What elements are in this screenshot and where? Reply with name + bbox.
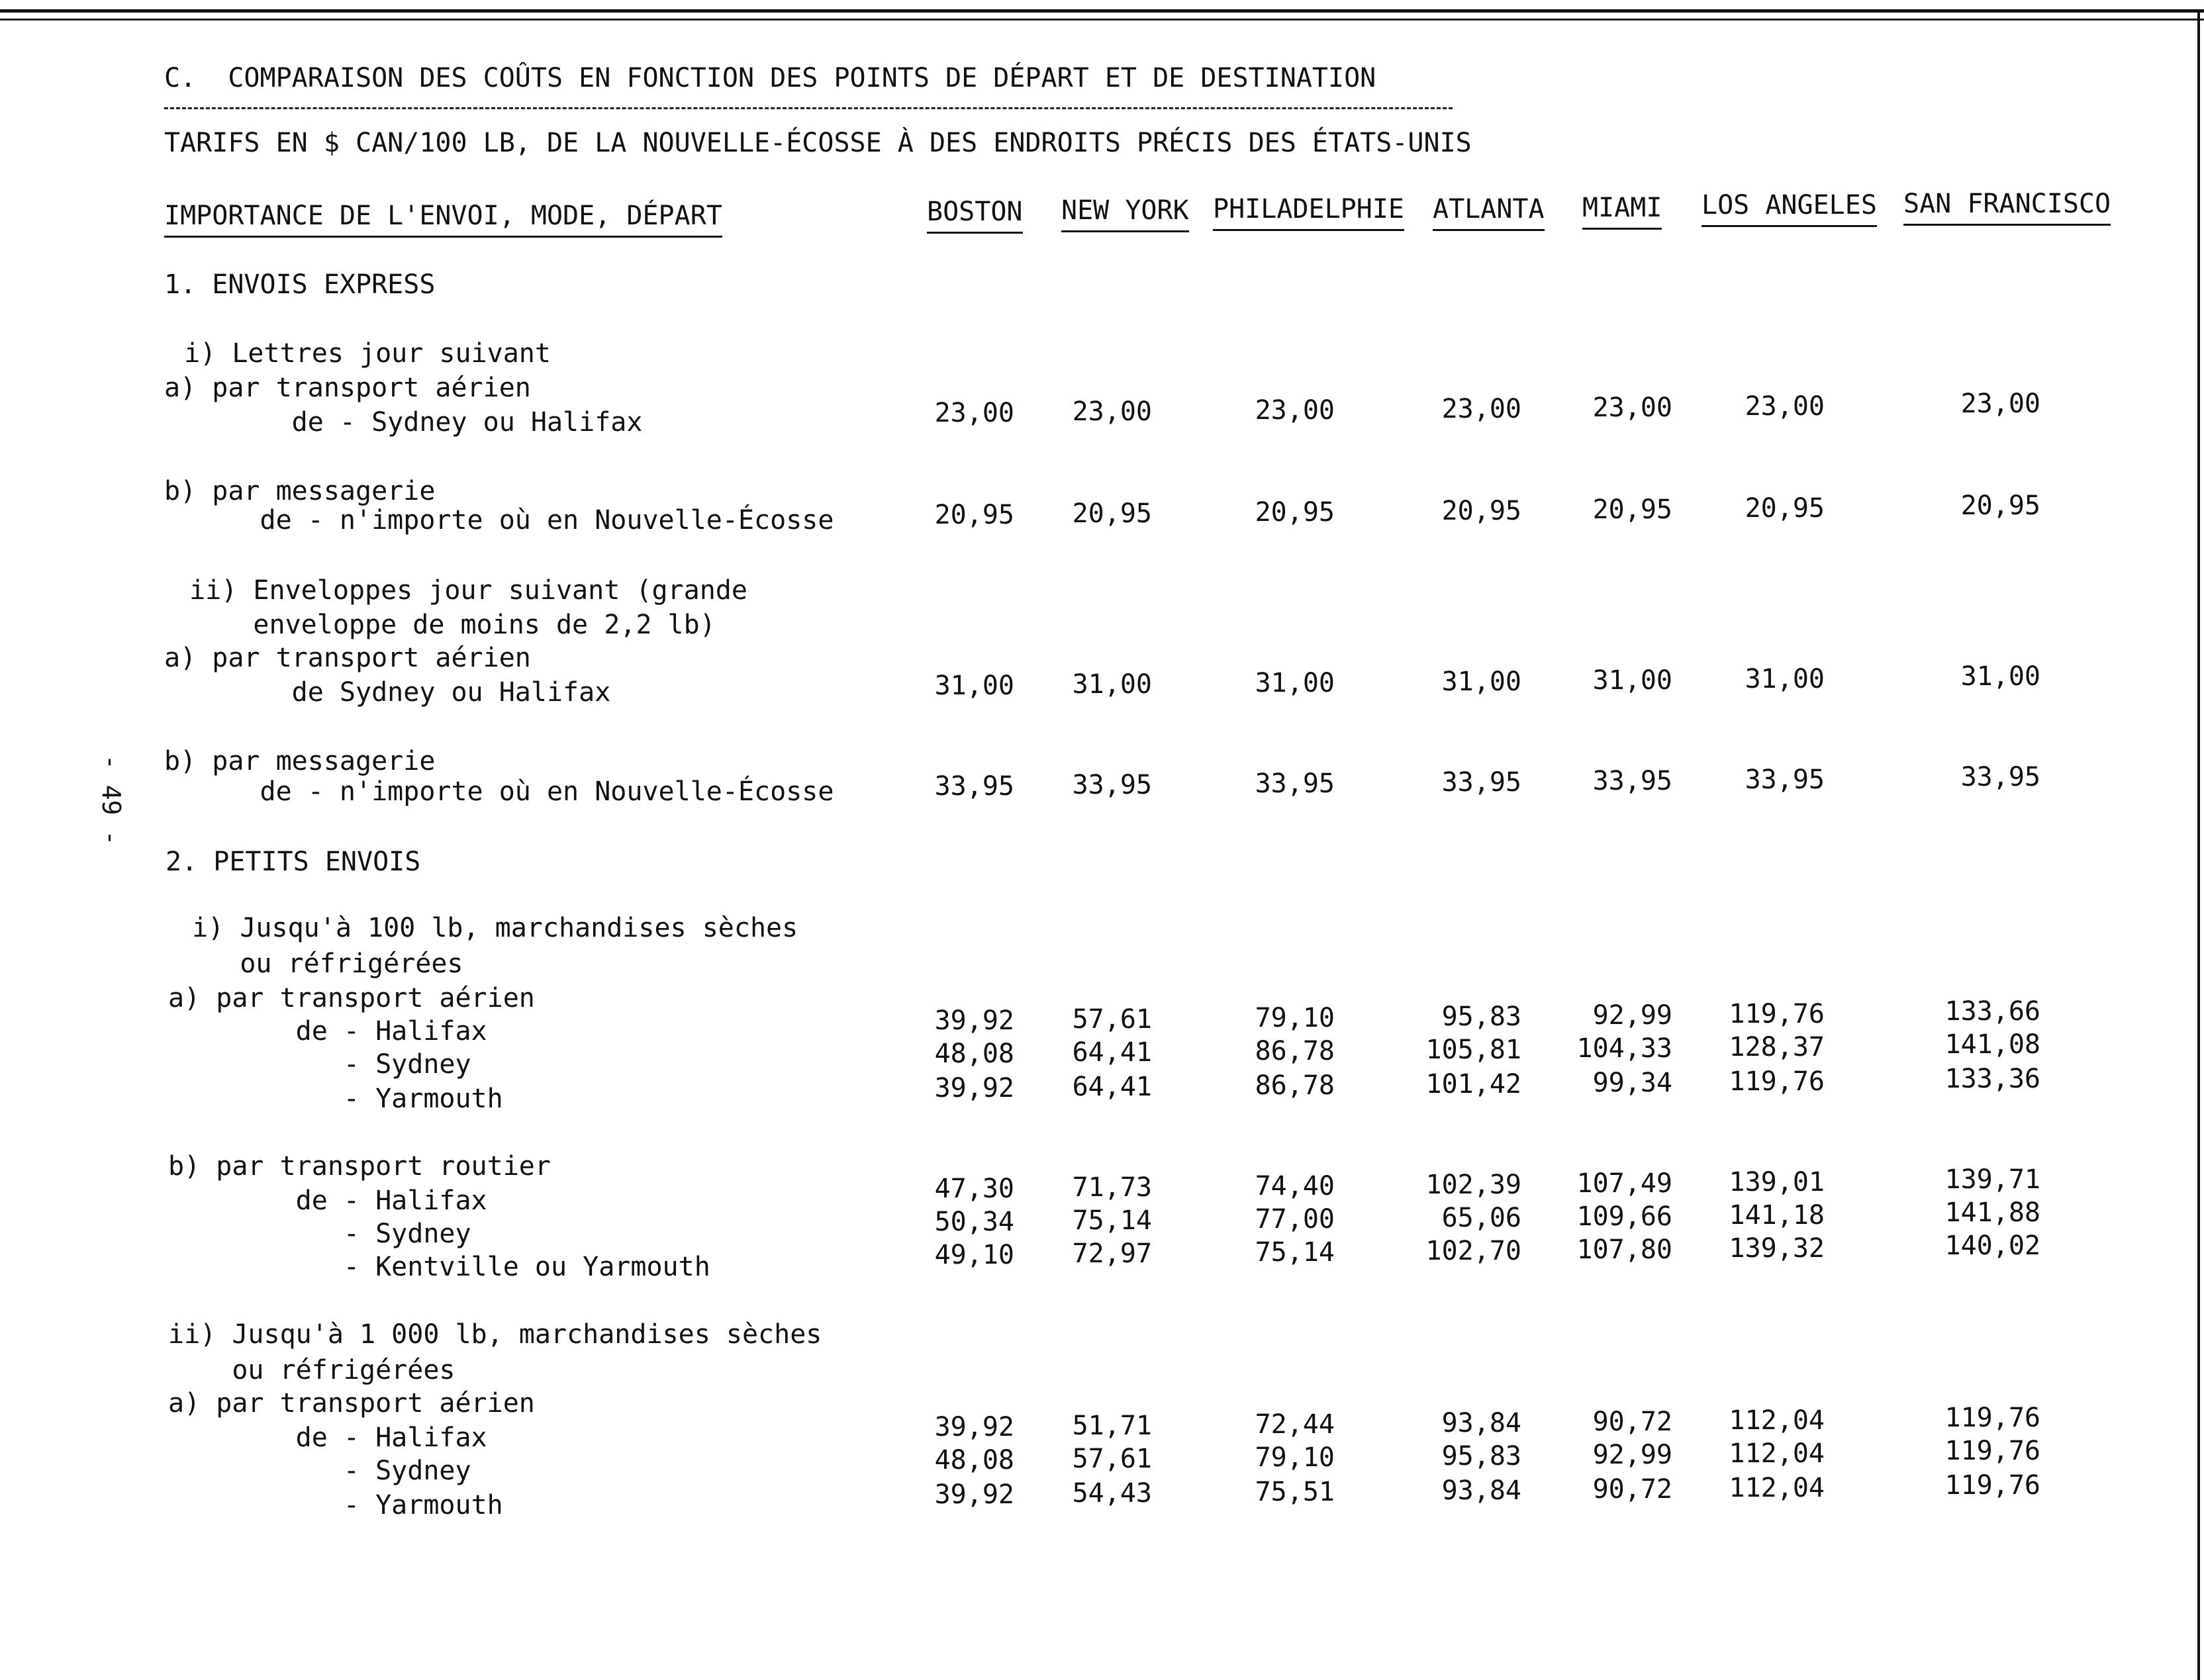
rate-cell: 33,95	[1960, 762, 2040, 792]
rate-cell: 93,84	[1441, 1408, 1521, 1438]
label-jusqua-1000: ii) Jusqu'à 1 000 lb, marchandises sèches	[168, 1319, 822, 1350]
rate-cell: 31,00	[934, 671, 1014, 701]
header-philadelphie: PHILADELPHIE	[1213, 192, 1404, 231]
rate-cell: 39,92	[934, 1479, 1014, 1510]
right-border	[2197, 9, 2200, 1680]
rate-cell: 20,95	[1745, 493, 1825, 524]
rate-cell: 133,36	[1944, 1064, 2040, 1094]
rate-cell: 75,14	[1255, 1237, 1335, 1268]
rate-cell: 33,95	[1592, 766, 1672, 796]
rate-cell: 90,72	[1592, 1474, 1672, 1505]
rate-cell: 112,04	[1729, 1438, 1825, 1469]
rate-cell: 119,76	[1944, 1470, 2040, 1501]
rate-cell: 71,73	[1072, 1172, 1152, 1203]
rate-cell: 95,83	[1441, 1441, 1521, 1471]
rate-cell: 50,34	[934, 1207, 1014, 1237]
label-halifax: de - Halifax	[168, 1186, 487, 1216]
label-sydney: - Sydney	[168, 1456, 471, 1486]
rate-cell: 39,92	[934, 1073, 1014, 1103]
label-refrigerees: ou réfrigérées	[168, 1355, 455, 1385]
rate-cell: 31,00	[1441, 667, 1521, 697]
header-new-york: NEW YORK	[1061, 193, 1189, 232]
label-aerien: a) par transport aérien	[168, 983, 535, 1013]
rate-cell: 23,00	[1960, 389, 2040, 419]
rate-cell: 90,72	[1592, 1407, 1672, 1437]
rate-cell: 107,49	[1576, 1168, 1672, 1199]
label-routier: b) par transport routier	[168, 1151, 551, 1182]
rate-cell: 54,43	[1072, 1478, 1152, 1509]
rate-cell: 109,66	[1576, 1201, 1672, 1232]
rate-cell: 112,04	[1729, 1405, 1825, 1436]
rate-cell: 20,95	[934, 500, 1014, 530]
label-aerien: a) par transport aérien	[168, 1388, 535, 1419]
header-los-angeles: LOS ANGELES	[1701, 188, 1877, 227]
label-yarmouth: - Yarmouth	[168, 1084, 503, 1114]
section-petits-envois: 2. PETITS ENVOIS	[166, 847, 421, 877]
top-border-thick	[0, 9, 2204, 13]
rate-cell: 105,81	[1425, 1035, 1521, 1065]
label-messagerie: b) par messagerie	[164, 476, 436, 506]
rate-cell: 65,06	[1441, 1203, 1521, 1233]
rate-cell: 119,76	[1729, 999, 1825, 1029]
header-atlanta: ATLANTA	[1433, 192, 1545, 231]
header-boston: BOSTON	[927, 195, 1023, 234]
rate-cell: 107,80	[1576, 1235, 1672, 1265]
rate-cell: 33,95	[934, 771, 1014, 802]
rate-cell: 33,95	[1441, 767, 1521, 798]
rate-cell: 49,10	[934, 1240, 1014, 1270]
header-san-francisco: SAN FRANCISCO	[1903, 187, 2111, 226]
rate-cell: 51,71	[1072, 1411, 1152, 1441]
document-title: C. COMPARAISON DES COÛTS EN FONCTION DES POINTS DE DÉPART ET DE DESTINATION	[164, 63, 1376, 93]
rate-cell: 112,04	[1729, 1473, 1825, 1503]
rate-cell: 33,95	[1745, 765, 1825, 795]
rate-cell: 74,40	[1255, 1171, 1335, 1201]
label-sydney-halifax: de - Sydney ou Halifax	[164, 407, 643, 438]
rate-cell: 33,95	[1255, 769, 1335, 799]
rate-cell: 79,10	[1255, 1003, 1335, 1033]
rate-cell: 86,78	[1255, 1036, 1335, 1066]
label-messagerie: b) par messagerie	[164, 746, 436, 776]
rate-cell: 119,76	[1944, 1436, 2040, 1466]
rate-cell: 128,37	[1729, 1032, 1825, 1062]
rate-cell: 101,42	[1425, 1069, 1521, 1099]
label-lettres: i) Lettres jour suivant	[168, 338, 551, 369]
rate-cell: 77,00	[1255, 1204, 1335, 1235]
label-aerien: a) par transport aérien	[164, 373, 531, 403]
rate-cell: 72,97	[1072, 1238, 1152, 1269]
rate-cell: 104,33	[1576, 1033, 1672, 1064]
rate-cell: 23,00	[1255, 395, 1335, 426]
rate-cell: 20,95	[1441, 496, 1521, 526]
rate-cell: 92,99	[1592, 1440, 1672, 1470]
document-subtitle: TARIFS EN $ CAN/100 LB, DE LA NOUVELLE-ÉCOSSE À DES ENDROITS PRÉCIS DES ÉTATS-UNIS	[164, 128, 1472, 158]
rate-cell: 86,78	[1255, 1070, 1335, 1101]
top-border-thin	[0, 19, 2204, 21]
rate-cell: 31,00	[1745, 664, 1825, 694]
rate-cell: 33,95	[1072, 770, 1152, 800]
label-halifax: de - Halifax	[168, 1423, 487, 1453]
header-miami: MIAMI	[1582, 191, 1662, 230]
label-sydney-halifax: de Sydney ou Halifax	[164, 677, 611, 708]
label-yarmouth: - Yarmouth	[168, 1490, 503, 1520]
label-kentville-yarmouth: - Kentville ou Yarmouth	[168, 1252, 710, 1282]
rate-cell: 75,51	[1255, 1477, 1335, 1507]
rate-cell: 39,92	[934, 1412, 1014, 1442]
rate-cell: 23,00	[1592, 393, 1672, 423]
title-dashed-underline	[164, 107, 1453, 109]
rate-cell: 31,00	[1255, 668, 1335, 698]
rate-cell: 64,41	[1072, 1072, 1152, 1102]
header-label: IMPORTANCE DE L'ENVOI, MODE, DÉPART	[164, 199, 722, 238]
rate-cell: 72,44	[1255, 1409, 1335, 1440]
label-enveloppes: ii) Enveloppes jour suivant (grande	[173, 575, 747, 606]
rate-cell: 102,70	[1425, 1236, 1521, 1266]
rate-cell: 93,84	[1441, 1475, 1521, 1506]
rate-cell: 47,30	[934, 1174, 1014, 1204]
label-jusqua-100: i) Jusqu'à 100 lb, marchandises sèches	[176, 913, 798, 943]
rate-cell: 95,83	[1441, 1002, 1521, 1032]
rate-cell: 23,00	[934, 398, 1014, 428]
rate-cell: 102,39	[1425, 1170, 1521, 1200]
label-halifax: de - Halifax	[168, 1016, 487, 1047]
rate-cell: 139,01	[1729, 1167, 1825, 1197]
rate-cell: 23,00	[1072, 397, 1152, 427]
rate-cell: 48,08	[934, 1445, 1014, 1475]
rate-cell: 20,95	[1072, 498, 1152, 529]
rate-cell: 141,88	[1944, 1197, 2040, 1228]
page-number: - 49 -	[97, 755, 126, 846]
rate-cell: 20,95	[1960, 490, 2040, 521]
label-aerien: a) par transport aérien	[164, 643, 531, 673]
rate-cell: 141,18	[1729, 1200, 1825, 1231]
rate-cell: 92,99	[1592, 1000, 1672, 1031]
rate-cell: 20,95	[1255, 497, 1335, 528]
rate-cell: 57,61	[1072, 1444, 1152, 1474]
rate-cell: 133,66	[1944, 996, 2040, 1027]
rate-cell: 64,41	[1072, 1037, 1152, 1068]
rate-cell: 141,08	[1944, 1029, 2040, 1060]
rate-cell: 31,00	[1072, 669, 1152, 700]
label-nouvelle-ecosse: de - n'importe où en Nouvelle-Écosse	[164, 505, 834, 536]
rate-cell: 20,95	[1592, 494, 1672, 525]
rate-cell: 75,14	[1072, 1205, 1152, 1236]
rate-cell: 23,00	[1745, 391, 1825, 422]
rate-cell: 79,10	[1255, 1442, 1335, 1473]
label-enveloppes-2: enveloppe de moins de 2,2 lb)	[173, 610, 716, 640]
rate-cell: 99,34	[1592, 1068, 1672, 1098]
section-express: 1. ENVOIS EXPRESS	[164, 269, 436, 300]
rate-cell: 31,00	[1960, 661, 2040, 692]
rate-cell: 31,00	[1592, 665, 1672, 696]
label-nouvelle-ecosse: de - n'importe où en Nouvelle-Écosse	[164, 776, 834, 807]
label-refrigerees: ou réfrigérées	[176, 949, 463, 979]
rate-cell: 119,76	[1944, 1403, 2040, 1433]
rate-cell: 39,92	[934, 1005, 1014, 1036]
rate-cell: 57,61	[1072, 1004, 1152, 1035]
label-sydney: - Sydney	[168, 1049, 471, 1080]
label-sydney: - Sydney	[168, 1219, 471, 1249]
rate-cell: 23,00	[1441, 394, 1521, 424]
rate-cell: 140,02	[1944, 1231, 2040, 1261]
rate-cell: 139,71	[1944, 1164, 2040, 1195]
rate-cell: 139,32	[1729, 1233, 1825, 1264]
rate-cell: 119,76	[1729, 1066, 1825, 1097]
rate-cell: 48,08	[934, 1039, 1014, 1069]
